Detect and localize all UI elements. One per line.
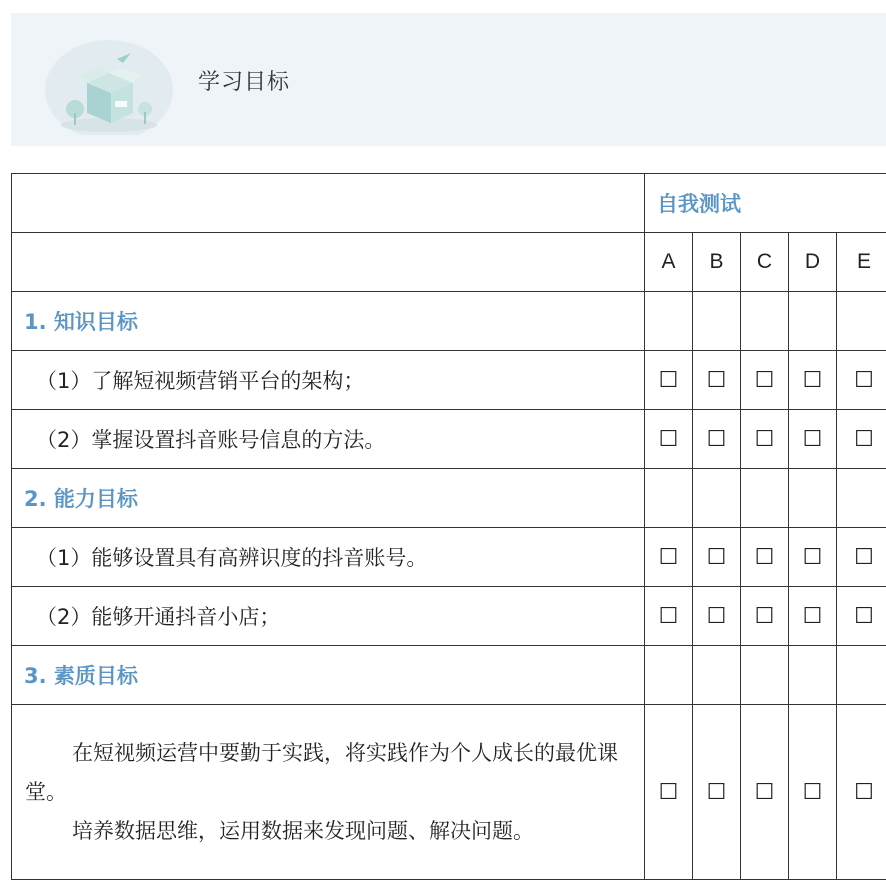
section-title: 2. 能力目标: [12, 469, 645, 528]
empty-cell: [789, 292, 837, 351]
table-row: [12, 174, 886, 233]
empty-cell: [645, 469, 693, 528]
goal-item: （1）能够设置具有高辨识度的抖音账号。: [12, 528, 645, 587]
section-title: 1. 知识目标: [12, 292, 645, 351]
table-row: [12, 292, 886, 351]
checkbox-b[interactable]: ☐: [693, 410, 741, 469]
self-assessment-table: [11, 173, 886, 880]
table-row: [12, 528, 886, 587]
goal-paragraph: 在短视频运营中要勤于实践，将实践作为个人成长的最优课堂。: [25, 734, 634, 812]
empty-cell: [693, 292, 741, 351]
checkbox-b[interactable]: ☐: [693, 705, 741, 880]
checkbox-d[interactable]: ☐: [789, 587, 837, 646]
table-row: [12, 469, 886, 528]
empty-cell: [837, 469, 886, 528]
empty-cell: [693, 469, 741, 528]
empty-cell: [12, 174, 645, 233]
open-box-illustration-icon: [39, 35, 179, 135]
table-row: [12, 646, 886, 705]
option-label-b: B: [693, 233, 741, 292]
checkbox-e[interactable]: ☐: [837, 351, 886, 410]
header-banner: [11, 13, 886, 146]
checkbox-e[interactable]: ☐: [837, 528, 886, 587]
self-test-header: 自我测试: [645, 174, 886, 233]
checkbox-b[interactable]: ☐: [693, 587, 741, 646]
section-title: 3. 素质目标: [12, 646, 645, 705]
empty-cell: [12, 233, 645, 292]
empty-cell: [645, 292, 693, 351]
checkbox-c[interactable]: ☐: [741, 410, 789, 469]
option-label-e: E: [837, 233, 886, 292]
empty-cell: [693, 646, 741, 705]
empty-cell: [741, 469, 789, 528]
goal-item: （2）能够开通抖音小店；: [12, 587, 645, 646]
empty-cell: [837, 292, 886, 351]
table-row: [12, 233, 886, 292]
table-row: [12, 410, 886, 469]
checkbox-a[interactable]: ☐: [645, 410, 693, 469]
page-title: 学习目标: [198, 65, 290, 96]
checkbox-d[interactable]: ☐: [789, 705, 837, 880]
checkbox-b[interactable]: ☐: [693, 528, 741, 587]
option-label-c: C: [741, 233, 789, 292]
empty-cell: [789, 469, 837, 528]
checkbox-a[interactable]: ☐: [645, 705, 693, 880]
checkbox-e[interactable]: ☐: [837, 705, 886, 880]
checkbox-d[interactable]: ☐: [789, 528, 837, 587]
empty-cell: [645, 646, 693, 705]
checkbox-b[interactable]: ☐: [693, 351, 741, 410]
empty-cell: [837, 646, 886, 705]
checkbox-c[interactable]: ☐: [741, 528, 789, 587]
checkbox-d[interactable]: ☐: [789, 410, 837, 469]
checkbox-c[interactable]: ☐: [741, 587, 789, 646]
checkbox-a[interactable]: ☐: [645, 528, 693, 587]
empty-cell: [741, 292, 789, 351]
checkbox-c[interactable]: ☐: [741, 705, 789, 880]
checkbox-e[interactable]: ☐: [837, 410, 886, 469]
empty-cell: [789, 646, 837, 705]
goal-item: （1）了解短视频营销平台的架构；: [12, 351, 645, 410]
checkbox-a[interactable]: ☐: [645, 351, 693, 410]
goal-paragraph: 培养数据思维，运用数据来发现问题、解决问题。: [25, 812, 634, 851]
checkbox-a[interactable]: ☐: [645, 587, 693, 646]
checkbox-e[interactable]: ☐: [837, 587, 886, 646]
table-row: [12, 705, 886, 880]
option-label-a: A: [645, 233, 693, 292]
table-row: [12, 587, 886, 646]
checkbox-c[interactable]: ☐: [741, 351, 789, 410]
checkbox-d[interactable]: ☐: [789, 351, 837, 410]
empty-cell: [741, 646, 789, 705]
goal-paragraphs: [12, 705, 645, 880]
table-row: [12, 351, 886, 410]
option-label-d: D: [789, 233, 837, 292]
goal-item: （2）掌握设置抖音账号信息的方法。: [12, 410, 645, 469]
